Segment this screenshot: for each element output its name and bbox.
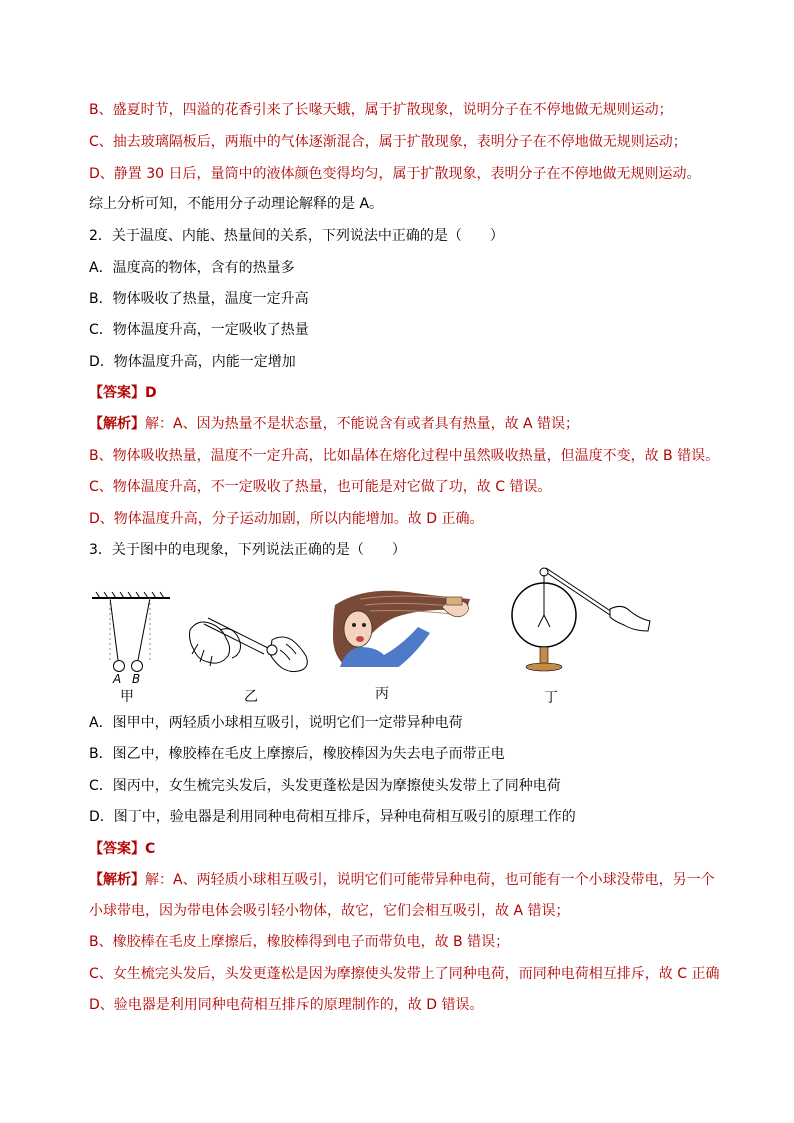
figure-ding-label: 丁 — [544, 690, 558, 706]
prev-analysis-c: C、抽去玻璃隔板后，两瓶中的气体逐渐混合，属于扩散现象，表明分子在不停地做无规则运动； — [89, 134, 687, 150]
rod-and-fur-drawing — [180, 600, 315, 680]
girl-combing-hair-illustration — [330, 585, 475, 667]
q2-analysis-d: D、物体温度升高，分子运动加剧，所以内能增加。故 D 正确。 — [89, 511, 484, 527]
q3-answer-tag: 【答案】 — [89, 841, 145, 857]
q2-answer-tag: 【答案】 — [89, 385, 145, 401]
q2-analysis-c: C、物体温度升高，不一定吸收了热量，也可能是对它做了功，故 C 错误。 — [89, 479, 552, 495]
q2-analysis-tag: 【解析】 — [89, 416, 145, 432]
q3-analysis-c: C、女生梳完头发后，头发更蓬松是因为摩擦使头发带上了同种电荷，而同种电荷相互排斥，故 C 正确 — [89, 966, 720, 982]
q3-option-b: B．图乙中，橡胶棒在毛皮上摩擦后，橡胶棒因为失去电子而带正电 — [89, 746, 505, 762]
figure-jia — [90, 590, 175, 705]
q3-answer — [89, 839, 155, 859]
q3-option-a: A．图甲中，两轻质小球相互吸引，说明它们一定带异种电荷 — [89, 715, 463, 731]
q2-stem: 2．关于温度、内能、热量间的关系，下列说法中正确的是（ ） — [89, 228, 504, 244]
q3-analysis-b: B、橡胶棒在毛皮上摩擦后，橡胶棒得到电子而带负电，故 B 错误； — [89, 934, 510, 950]
q3-analysis-a-cont: 小球带电，因为带电体会吸引轻小物体，故它，它们会相互吸引，故 A 错误； — [89, 903, 570, 919]
prev-analysis-d: D、静置 30 日后，量筒中的液体颜色变得均匀，属于扩散现象，表明分子在不停地做无规则运动。 — [89, 166, 701, 182]
figure-yi — [180, 600, 315, 710]
electroscope-drawing — [510, 565, 660, 675]
q2-option-b: B．物体吸收了热量，温度一定升高 — [89, 291, 309, 307]
prev-analysis-summary: 综上分析可知，不能用分子动理论解释的是 A。 — [89, 196, 384, 212]
q2-analysis-first — [89, 414, 579, 434]
q2-analysis-b: B、物体吸收热量，温度不一定升高，比如晶体在熔化过程中虽然吸收热量，但温度不变，故 B 错误。 — [89, 448, 720, 464]
figure-yi-label: 乙 — [244, 689, 258, 705]
q2-answer — [89, 383, 157, 403]
q3-analysis-first — [89, 870, 715, 890]
prev-analysis-b: B、盛夏时节，四溢的花香引来了长喙天蛾，属于扩散现象，说明分子在不停地做无规则运动； — [89, 102, 673, 118]
figure-ding — [510, 565, 660, 710]
q3-option-d: D．图丁中，验电器是利用同种电荷相互排斥，异种电荷相互吸引的原理工作的 — [89, 809, 576, 825]
q2-option-a: A．温度高的物体，含有的热量多 — [89, 260, 295, 276]
q2-option-d: D．物体温度升高，内能一定增加 — [89, 354, 296, 370]
figure-jia-label: 甲 — [120, 689, 134, 705]
ball-b-label: B — [132, 672, 141, 686]
q3-option-c: C．图丙中，女生梳完头发后，头发更蓬松是因为摩擦使头发带上了同种电荷 — [89, 778, 561, 794]
q3-analysis-text: 解：A、两轻质小球相互吸引，说明它们可能带异种电荷，也可能有一个小球没带电，另一个 — [145, 872, 715, 888]
figure-bing — [330, 585, 475, 705]
q3-analysis-d: D、验电器是利用同种电荷相互排斥的原理制作的，故 D 错误。 — [89, 997, 484, 1013]
q2-option-c: C．物体温度升高，一定吸收了热量 — [89, 322, 309, 338]
ball-a-label: A — [113, 672, 122, 686]
q3-stem: 3．关于图中的电现象，下列说法正确的是（ ） — [89, 542, 406, 558]
figure-bing-label: 丙 — [375, 686, 389, 702]
q2-answer-value: D — [145, 385, 157, 401]
q3-analysis-tag: 【解析】 — [89, 872, 145, 888]
q3-answer-value: C — [145, 841, 156, 857]
q2-analysis-text: 解：A、因为热量不是状态量，不能说含有或者具有热量，故 A 错误； — [145, 416, 580, 432]
